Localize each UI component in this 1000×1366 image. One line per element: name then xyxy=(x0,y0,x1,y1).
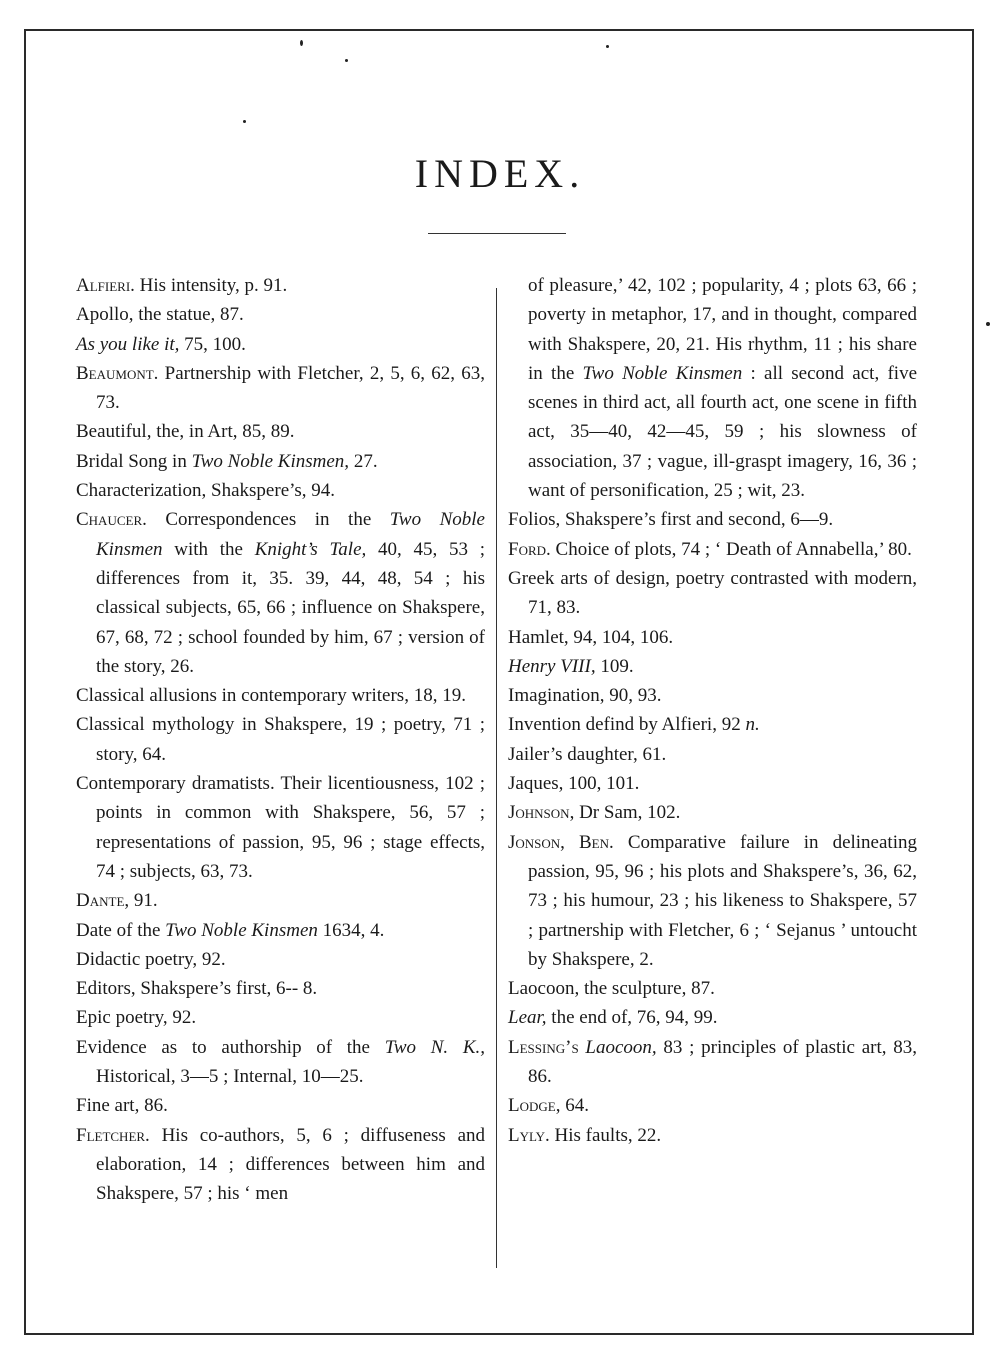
entry-text: Ford. xyxy=(508,538,551,560)
index-entry xyxy=(76,271,485,300)
index-column-right xyxy=(508,271,917,1150)
entry-text: : all second act, five scenes in third act, all fourth act, one scene in fifth act, 35—40, 42—45, 59 ; his slowness of association, 37 ; vague, ill-graspt imagery, 16, 36 ; want of personification, 25 ; wit, 23. xyxy=(528,362,917,502)
index-entry xyxy=(76,945,485,974)
index-entry xyxy=(508,1091,917,1120)
entry-text: Characterization, Shakspere’s, 94. xyxy=(76,480,336,502)
index-column-left xyxy=(76,271,485,1209)
print-speck xyxy=(300,40,303,46)
entry-text: Lodge, xyxy=(508,1095,561,1117)
index-entry xyxy=(76,359,485,418)
index-entry xyxy=(76,476,485,505)
entry-text: Lessing’s xyxy=(508,1036,579,1058)
print-speck xyxy=(606,45,609,48)
entry-text: Classical mythology in Shakspere, 19 ; poetry, 71 ; story, 64. xyxy=(76,714,485,765)
index-entry xyxy=(508,271,917,505)
entry-text: Two N. K., xyxy=(384,1036,485,1058)
entry-text: 83 ; principles of plastic art, 83, 86. xyxy=(528,1036,918,1088)
entry-text: Editors, Shakspere’s first, 6-- 8. xyxy=(76,978,318,1000)
entry-text: of pleasure,’ 42, 102 ; popularity, 4 ; plots 63, 66 ; poverty in metaphor, 17, and in thought, compared with Shakspere, 20, 21. His rhythm, 11 ; his share in the xyxy=(528,275,917,384)
index-entry xyxy=(508,652,917,681)
entry-text: Two Noble Kinsmen xyxy=(582,362,743,384)
entry-text: Historical, 3—5 ; Internal, 10—25. xyxy=(96,1066,364,1088)
entry-text: Jaques, 100, 101. xyxy=(508,773,640,795)
index-entry xyxy=(508,564,917,623)
page-title: INDEX. xyxy=(414,151,586,196)
entry-text: Comparative failure in delineating passion, 95, 96 ; his plots and Shakspere’s, 36, 62, 73 ; his humour, 23 ; his likeness to Shakspere, 57 ; partnership with Fletcher, 6 ; ‘ Sejanus ’ untoucht by Shakspere, 2. xyxy=(528,831,917,970)
entry-text: Fletcher. xyxy=(76,1124,150,1146)
column-divider xyxy=(496,288,497,1268)
entry-text: 91. xyxy=(129,890,158,912)
index-entry xyxy=(508,681,917,710)
entry-text: Bridal Song in xyxy=(76,450,192,472)
entry-text: Laocoon, xyxy=(585,1036,657,1058)
index-entry xyxy=(508,1003,917,1032)
entry-text: with the xyxy=(162,538,255,560)
entry-text: Invention defind by Alfieri, 92 xyxy=(508,714,746,736)
entry-text: Classical allusions in contemporary writers, 18, 19. xyxy=(76,685,466,707)
entry-text: 75, 100. xyxy=(179,333,246,355)
entry-text: His intensity, p. 91. xyxy=(134,275,288,296)
index-entry xyxy=(76,330,485,359)
index-entry xyxy=(508,740,917,769)
index-entry xyxy=(508,710,917,739)
entry-text: Two Noble Kinsmen xyxy=(96,509,485,560)
index-entry xyxy=(76,300,485,329)
index-entry xyxy=(508,623,917,652)
entry-text: Imagination, 90, 93. xyxy=(508,685,662,707)
title-rule xyxy=(428,233,566,234)
index-entry xyxy=(508,1121,917,1150)
index-entry xyxy=(508,535,917,564)
entry-text: Dante, xyxy=(76,890,130,912)
index-entry xyxy=(76,417,485,446)
entry-text: As you like it, xyxy=(76,333,180,355)
entry-text: Evidence as to authorship of the xyxy=(76,1036,385,1058)
entry-text: 1634, 4. xyxy=(317,919,385,941)
entry-text: Date of the xyxy=(76,919,166,941)
entry-text: Greek arts of design, poetry contrasted with modern, 71, 83. xyxy=(508,567,917,619)
print-speck xyxy=(243,120,246,123)
index-entry xyxy=(76,447,485,476)
index-entry xyxy=(76,1121,485,1209)
entry-text: 27. xyxy=(349,450,378,472)
entry-text: Apollo, the statue, 87. xyxy=(76,304,244,326)
entry-text: 64. xyxy=(560,1095,589,1117)
entry-text: n. xyxy=(745,714,760,736)
entry-text: Lyly. xyxy=(508,1124,550,1146)
index-entry xyxy=(76,710,485,769)
index-entry xyxy=(508,974,917,1003)
index-entry xyxy=(508,828,917,974)
entry-text: Lear, xyxy=(508,1007,547,1029)
entry-text: the end of, 76, 94, 99. xyxy=(546,1007,718,1029)
entry-text: Didactic poetry, 92. xyxy=(76,948,226,970)
entry-text: 109. xyxy=(595,655,634,677)
entry-text: Beaumont. xyxy=(76,362,159,384)
entry-text: Dr Sam, 102. xyxy=(574,802,681,824)
entry-text: Knight’s Tale, xyxy=(254,538,367,560)
entry-text: Chaucer. xyxy=(76,509,147,531)
entry-text: Partnership with Fletcher, 2, 5, 6, 62, 63, 73. xyxy=(96,362,485,414)
entry-text: Folios, Shakspere’s first and second, 6—9. xyxy=(508,509,834,531)
entry-text: 40, 45, 53 ; differences from it, 35. 39, 44, 48, 54 ; his classical subjects, 65, 66 ; influence on Shakspere, 67, 68, 72 ; school founded by him, 67 ; version of the story, 26. xyxy=(96,538,485,677)
index-entry xyxy=(76,769,485,886)
index-entry xyxy=(76,916,485,945)
print-speck xyxy=(345,59,348,62)
print-speck xyxy=(986,322,990,326)
index-entry xyxy=(76,886,485,915)
entry-text: Contemporary dramatists. Their licentiousness, 102 ; points in common with Shakspere, 56, 57 ; representations of passion, 95, 96 ; stage effects, 74 ; subjects, 63, 73. xyxy=(76,773,485,882)
entry-text: His co-authors, 5, 6 ; diffuseness and elaboration, 14 ; differences between him and Shakspere, 57 ; his ‘ men xyxy=(96,1124,485,1205)
index-entry xyxy=(76,1003,485,1032)
index-entry xyxy=(76,1091,485,1120)
entry-text: Correspondences in the xyxy=(146,509,390,531)
entry-text: Laocoon, the sculpture, 87. xyxy=(508,978,715,1000)
index-entry xyxy=(76,974,485,1003)
index-entry xyxy=(508,1033,917,1092)
entry-text: Hamlet, 94, 104, 106. xyxy=(508,626,674,648)
index-entry xyxy=(76,681,485,710)
index-entry xyxy=(508,798,917,827)
entry-text: Jailer’s daughter, 61. xyxy=(508,743,667,765)
index-entry xyxy=(508,505,917,534)
entry-text: Johnson, xyxy=(508,802,575,824)
entry-text: Jonson, Ben. xyxy=(508,831,614,853)
entry-text: Two Noble Kinsmen xyxy=(165,919,318,941)
entry-text: Two Noble Kinsmen, xyxy=(191,450,350,472)
entry-text: Choice of plots, 74 ; ‘ Death of Annabella,’ 80. xyxy=(550,538,912,560)
entry-text: Fine art, 86. xyxy=(76,1095,168,1117)
index-entry xyxy=(76,505,485,681)
entry-text: His faults, 22. xyxy=(549,1124,662,1146)
entry-text: Beautiful, the, in Art, 85, 89. xyxy=(76,421,295,443)
index-entry xyxy=(508,769,917,798)
index-entry xyxy=(76,1033,485,1092)
entry-text: Epic poetry, 92. xyxy=(76,1007,197,1029)
entry-text: Alfieri. xyxy=(76,275,135,296)
entry-text: Henry VIII, xyxy=(508,655,596,677)
